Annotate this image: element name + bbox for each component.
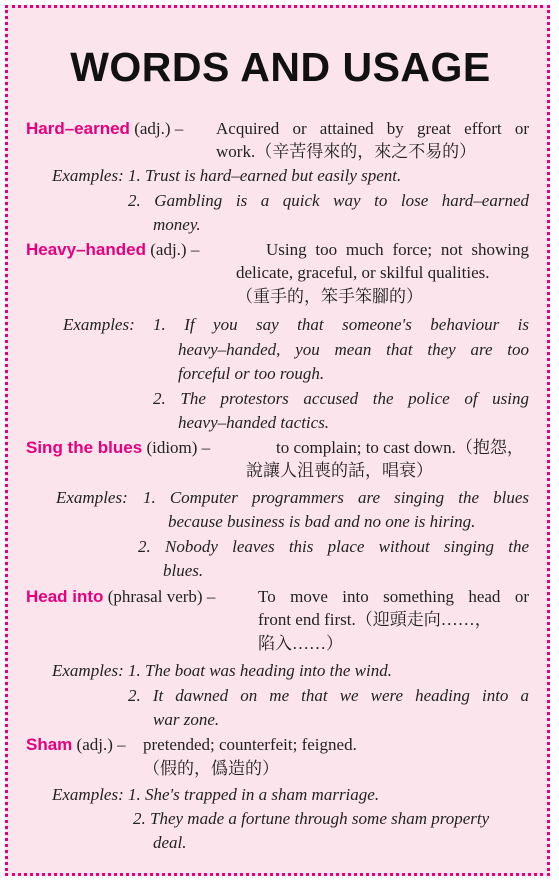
headword: Sing the blues	[26, 438, 143, 457]
part-of-speech: (adj.) –	[150, 240, 200, 259]
example-text: 2. They made a fortune through some sham property	[133, 809, 490, 828]
definition: pretended; counterfeit; feigned.	[143, 735, 357, 754]
definition: （重手的，笨手笨腳的）	[236, 287, 423, 306]
definition: front end first.（迎頭走向……，	[258, 610, 492, 629]
example-text: 2. The protestors accused the police of using	[153, 389, 529, 408]
examples-label: Examples:	[63, 315, 135, 334]
example-text: 2. It dawned on me that we were heading into a	[128, 686, 529, 705]
definition: 陷入……）	[258, 634, 343, 653]
definition: （假的，僞造的）	[143, 759, 279, 778]
example-text: 1. Computer programmers are singing the blues	[143, 488, 529, 507]
headword-line	[26, 734, 126, 756]
headword-line	[26, 586, 215, 608]
example-text: because business is bad and no one is hiring.	[168, 512, 476, 531]
part-of-speech: (phrasal verb) –	[107, 587, 216, 606]
example-text: 1. She's trapped in a sham marriage.	[128, 785, 380, 804]
example-text: war zone.	[153, 710, 220, 729]
words-card	[5, 5, 550, 876]
page-title: WORDS AND USAGE	[70, 44, 491, 90]
definition: 說讓人沮喪的話，唱衰）	[246, 461, 433, 480]
definition: delicate, graceful, or skilful qualities.	[236, 263, 490, 282]
part-of-speech: (idiom) –	[146, 438, 211, 457]
examples-label: Examples:	[56, 488, 128, 507]
headword-line	[26, 437, 210, 459]
example-text: heavy–handed, you mean that they are too	[178, 340, 529, 359]
example-text: blues.	[163, 561, 204, 580]
example-text: 2. Gambling is a quick way to lose hard–earned	[128, 191, 529, 210]
definition: work.（辛苦得來的，來之不易的）	[216, 142, 477, 161]
headword-line	[26, 118, 183, 140]
headword: Heavy–handed	[26, 240, 146, 259]
example-text: deal.	[153, 833, 187, 852]
examples-label: Examples:	[52, 166, 124, 185]
examples-label: Examples:	[52, 661, 124, 680]
headword: Hard–earned	[26, 119, 130, 138]
headword-line	[26, 239, 199, 261]
headword: Sham	[26, 735, 73, 754]
definition: Acquired or attained by great effort or	[216, 119, 529, 138]
example-text: money.	[153, 215, 201, 234]
examples-label: Examples:	[52, 785, 124, 804]
part-of-speech: (adj.) –	[76, 735, 126, 754]
example-text: 1. The boat was heading into the wind.	[128, 661, 392, 680]
example-text: 1. Trust is hard–earned but easily spent.	[128, 166, 402, 185]
example-text: 1. If you say that someone's behaviour is	[153, 315, 529, 334]
example-text: heavy–handed tactics.	[178, 413, 330, 432]
example-text: 2. Nobody leaves this place without singing the	[138, 537, 529, 556]
example-text: forceful or too rough.	[178, 364, 325, 383]
definition: Using too much force; not showing	[266, 240, 529, 259]
definition: to complain; to cast down.（抱怨，	[276, 438, 524, 457]
headword: Head into	[26, 587, 104, 606]
definition: To move into something head or	[258, 587, 529, 606]
part-of-speech: (adj.) –	[134, 119, 184, 138]
